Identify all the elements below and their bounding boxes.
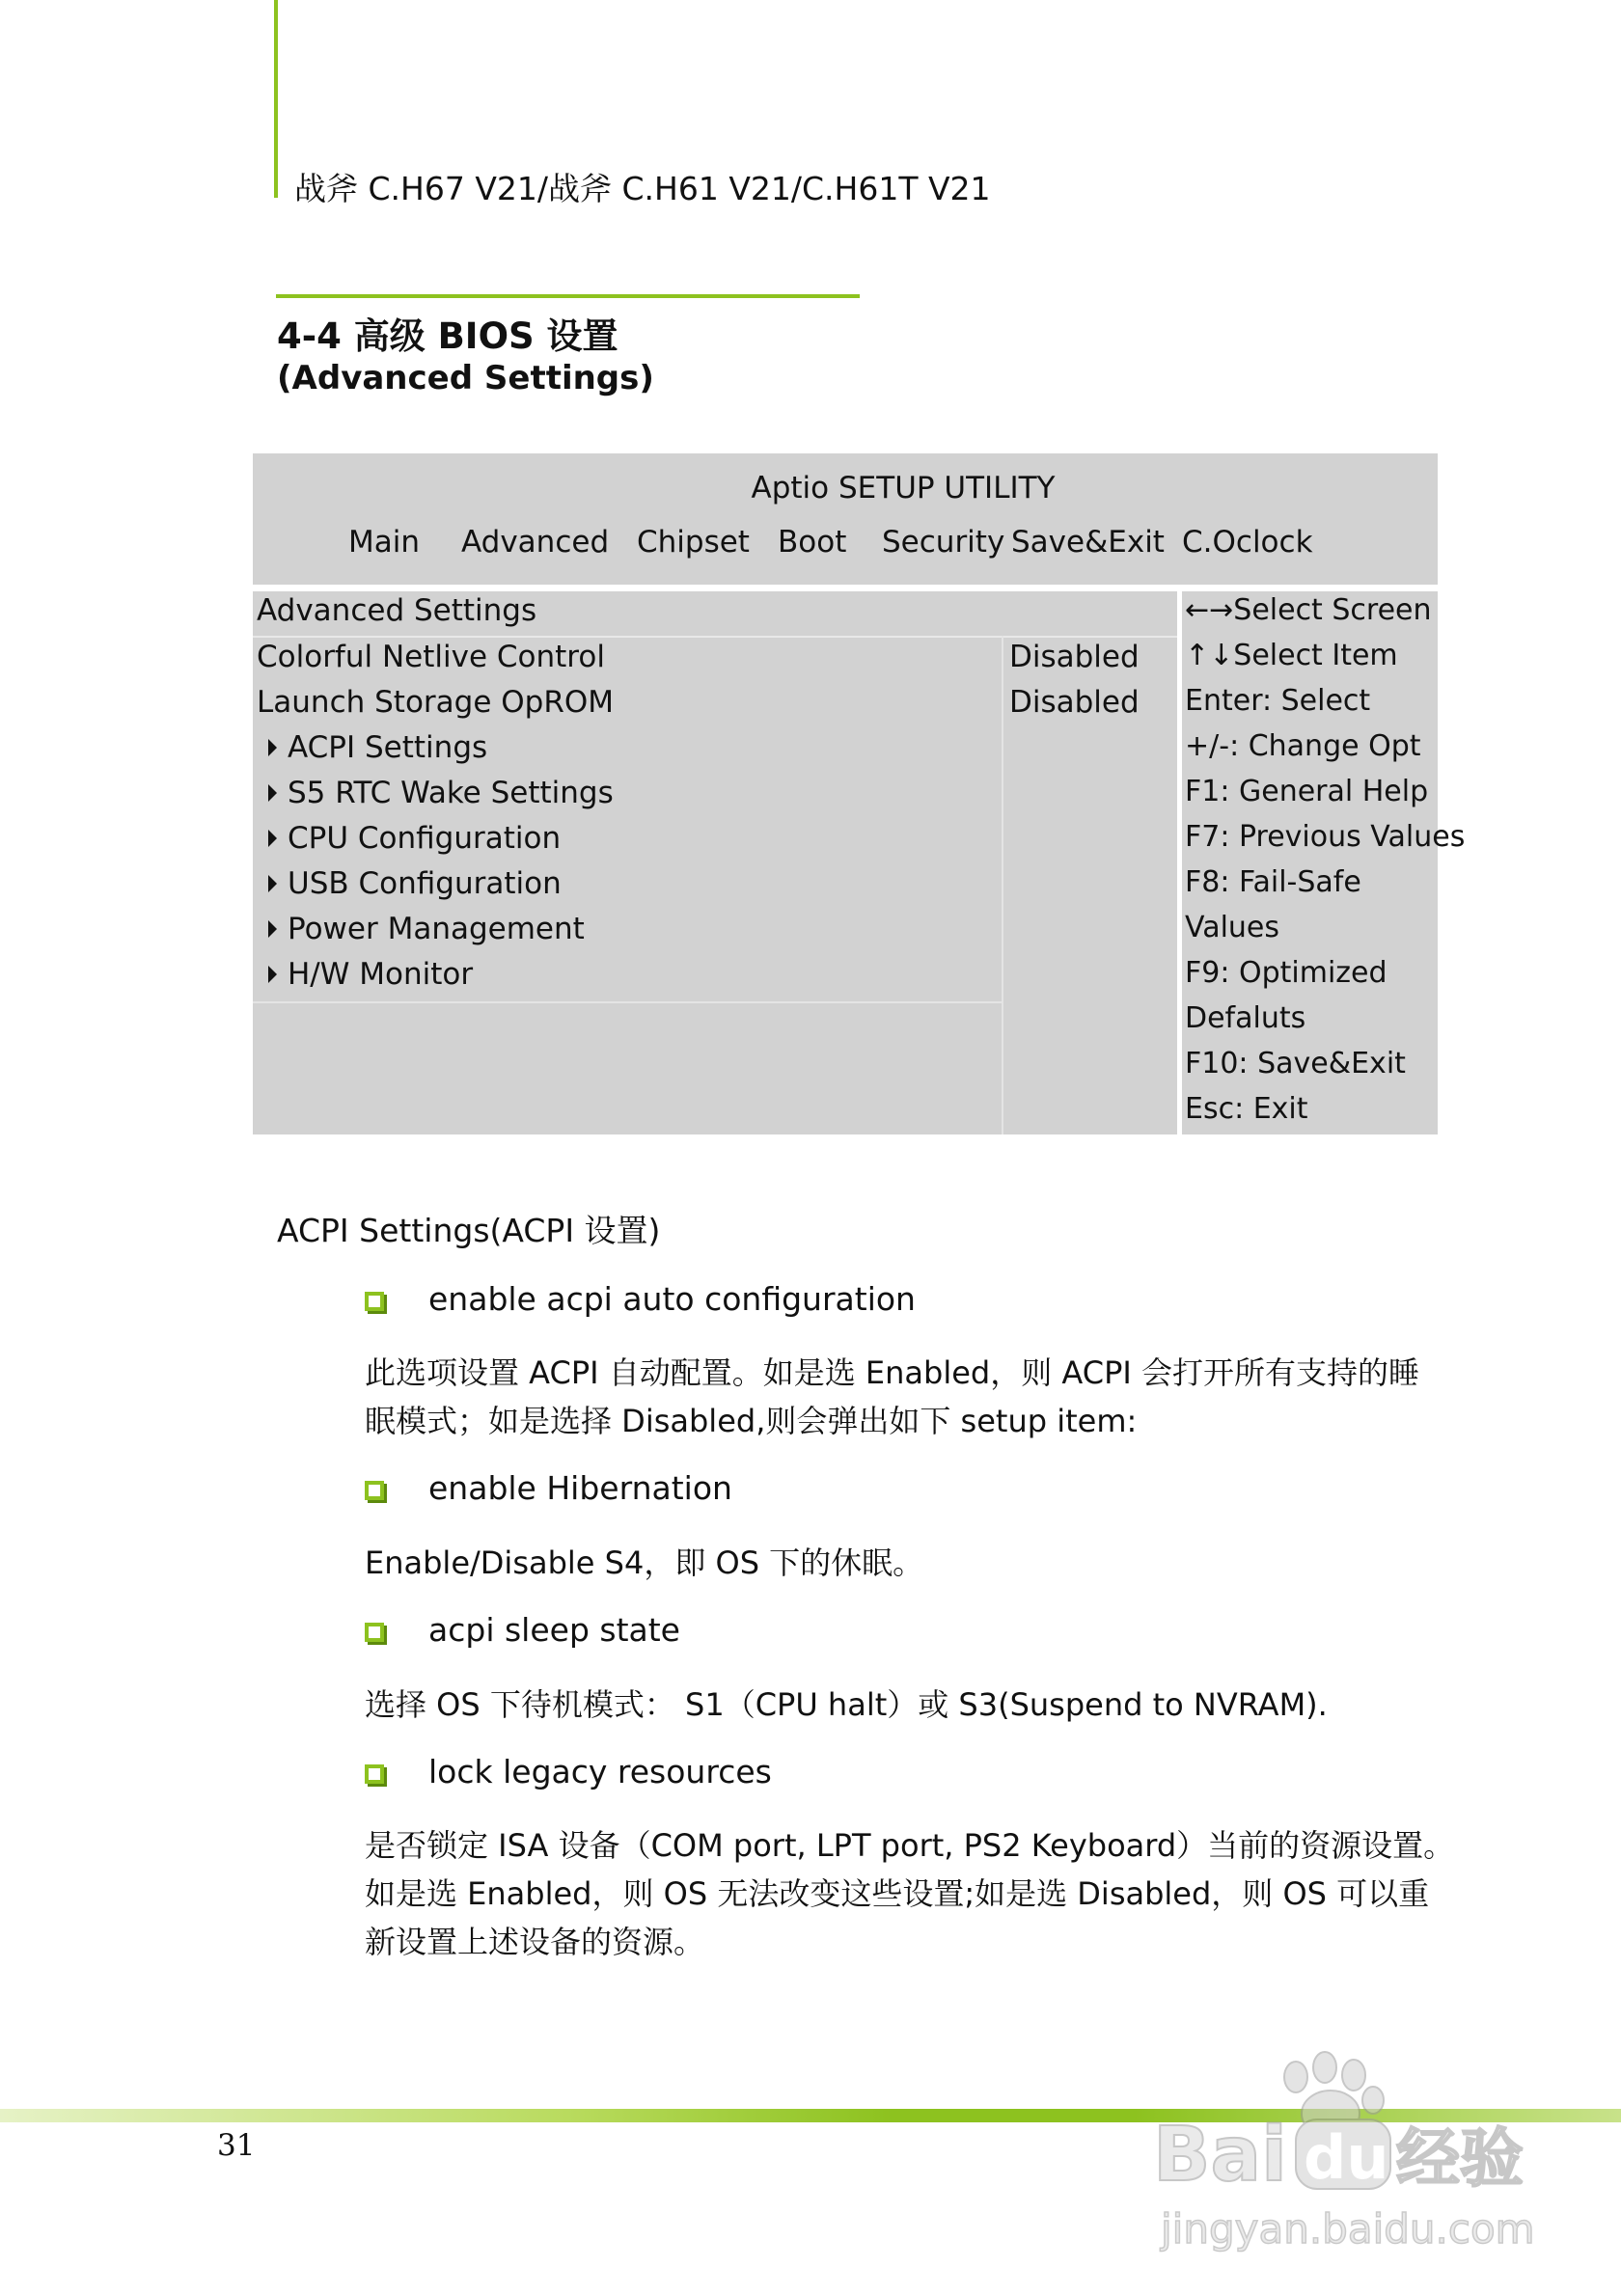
bios-item-cpu-config[interactable] xyxy=(257,821,561,856)
bios-item-power-management[interactable] xyxy=(257,912,585,946)
option-name: enable Hibernation xyxy=(428,1469,732,1507)
help-enter-select: Enter: Select xyxy=(1185,684,1371,718)
bios-item-s5-rtc-wake[interactable] xyxy=(257,776,614,810)
option-enable-hibernation xyxy=(365,1469,732,1507)
bios-panel-header xyxy=(253,591,1177,638)
bios-item-label: CPU Configuration xyxy=(288,821,562,856)
option-name: acpi sleep state xyxy=(428,1611,680,1649)
submenu-arrow-icon xyxy=(268,875,277,892)
bios-menu-c-oclock[interactable]: C.Oclock xyxy=(1182,525,1313,560)
bios-item-usb-config[interactable] xyxy=(257,866,562,901)
option-name: lock legacy resources xyxy=(428,1753,772,1790)
help-change-opt: +/-: Change Opt xyxy=(1185,729,1421,763)
section-subtitle: (Advanced Settings) xyxy=(277,359,654,397)
bios-menu-boot[interactable]: Boot xyxy=(778,525,847,560)
bios-item-colorful-netlive[interactable]: Colorful Netlive Control xyxy=(257,640,605,674)
option-description-line: Enable/Disable S4，即 OS 下的休眠。 xyxy=(365,1544,924,1581)
help-fail-safe-values: Values xyxy=(1185,911,1280,944)
baidu-jingyan-watermark-logo xyxy=(1153,2050,1539,2262)
bios-column-divider xyxy=(1002,636,1003,1134)
help-optimized-defaults: Defaluts xyxy=(1185,1001,1306,1035)
help-esc-exit: Esc: Exit xyxy=(1185,1092,1308,1126)
header-title: 战斧 C.H67 V21/战斧 C.H61 V21/C.H61T V21 xyxy=(294,170,991,207)
option-lock-legacy-resources xyxy=(365,1753,772,1790)
help-general-help: F1: General Help xyxy=(1185,775,1429,808)
bios-item-hw-monitor[interactable] xyxy=(257,957,473,992)
bios-panel-title: Advanced Settings xyxy=(257,593,537,628)
bios-menu-save-exit[interactable]: Save&Exit xyxy=(1011,525,1165,560)
option-description-line: 选择 OS 下待机模式： S1（CPU halt）或 S3(Suspend to NVRAM). xyxy=(365,1686,1328,1723)
bios-item-label: ACPI Settings xyxy=(288,730,488,765)
bios-title-bar xyxy=(253,453,1438,585)
help-select-screen: ←→Select Screen xyxy=(1185,593,1432,627)
bios-utility-title: Aptio SETUP UTILITY xyxy=(751,471,1056,506)
submenu-arrow-icon xyxy=(268,830,277,847)
option-description-line: 此选项设置 ACPI 自动配置。如是选 Enabled，则 ACPI 会打开所有支持的睡 xyxy=(365,1354,1419,1391)
svg-text:Bai: Bai xyxy=(1153,2112,1287,2199)
submenu-arrow-icon xyxy=(268,784,277,802)
header-accent-bar xyxy=(274,0,278,198)
submenu-arrow-icon xyxy=(268,920,277,938)
option-description-line: 是否锁定 ISA 设备（COM port, LPT port, PS2 Keyboard）当前的资源设置。 xyxy=(365,1827,1455,1864)
submenu-arrow-icon xyxy=(268,739,277,756)
option-description-line: 眠模式；如是选择 Disabled,则会弹出如下 setup item: xyxy=(365,1403,1138,1439)
help-fail-safe: F8: Fail-Safe xyxy=(1185,865,1361,899)
checkbox-icon xyxy=(365,1481,384,1500)
bios-item-label: S5 RTC Wake Settings xyxy=(288,776,614,810)
bios-item-label: Power Management xyxy=(288,912,585,946)
submenu-arrow-icon xyxy=(268,966,277,983)
section-rule xyxy=(276,294,860,298)
option-acpi-sleep-state xyxy=(365,1611,680,1649)
option-description-line: 新设置上述设备的资源。 xyxy=(365,1924,705,1960)
bios-menu-security[interactable]: Security xyxy=(882,525,1005,560)
svg-text:经验: 经验 xyxy=(1396,2121,1524,2196)
page-number: 31 xyxy=(217,2128,256,2163)
help-previous-values: F7: Previous Values xyxy=(1185,820,1466,854)
bios-menu-chipset[interactable]: Chipset xyxy=(637,525,750,560)
bios-item-acpi-settings[interactable] xyxy=(257,730,487,765)
checkbox-icon xyxy=(365,1292,384,1311)
option-acpi-auto-config xyxy=(365,1280,916,1318)
checkbox-icon xyxy=(365,1623,384,1642)
bios-value-netlive[interactable]: Disabled xyxy=(1009,640,1140,674)
bios-item-label: H/W Monitor xyxy=(288,957,474,992)
checkbox-icon xyxy=(365,1764,384,1784)
help-select-item: ↑↓Select Item xyxy=(1185,639,1398,672)
bios-menu-advanced[interactable]: Advanced xyxy=(461,525,610,560)
bios-list-divider xyxy=(253,1001,1002,1003)
help-save-exit: F10: Save&Exit xyxy=(1185,1047,1406,1080)
svg-text:jingyan.baidu.com: jingyan.baidu.com xyxy=(1161,2205,1535,2253)
bios-item-label: USB Configuration xyxy=(288,866,562,901)
bios-value-storage-oprom[interactable]: Disabled xyxy=(1009,685,1140,720)
bios-item-launch-storage-oprom[interactable]: Launch Storage OpROM xyxy=(257,685,615,720)
svg-text:du: du xyxy=(1304,2122,1389,2193)
bios-settings-panel xyxy=(253,591,1177,1134)
help-optimized: F9: Optimized xyxy=(1185,956,1387,990)
bios-menu-main[interactable]: Main xyxy=(348,525,421,560)
option-name: enable acpi auto configuration xyxy=(428,1280,916,1318)
acpi-settings-heading: ACPI Settings(ACPI 设置) xyxy=(277,1212,661,1249)
section-title: 4-4 高级 BIOS 设置 xyxy=(277,315,618,357)
bios-help-panel xyxy=(1182,591,1466,1134)
option-description-line: 如是选 Enabled，则 OS 无法改变这些设置;如是选 Disabled，则 OS 可以重 xyxy=(365,1875,1430,1912)
